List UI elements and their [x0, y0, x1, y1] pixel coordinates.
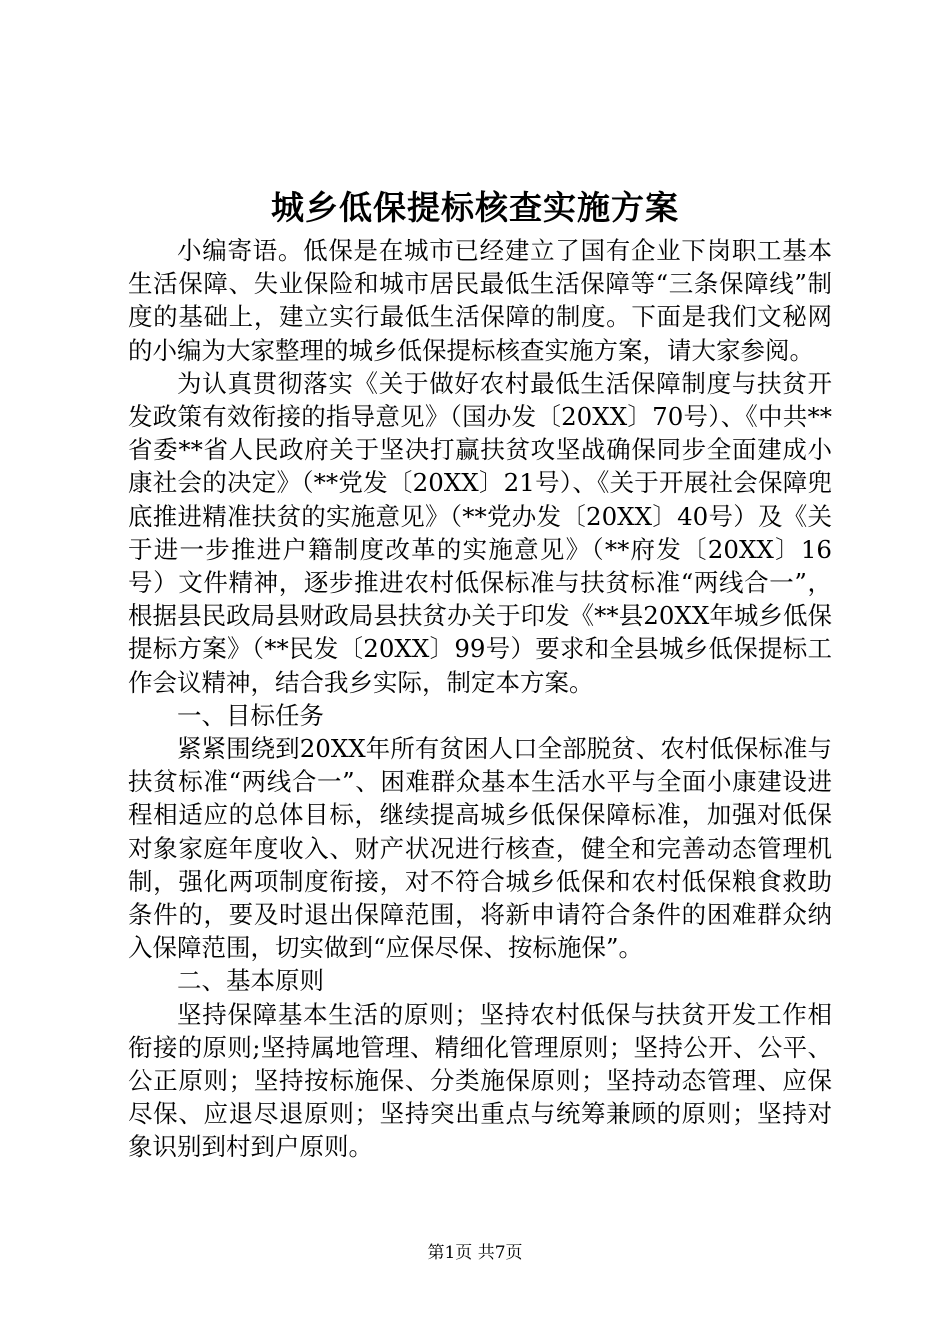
section-heading-principles: 二、基本原则 — [177, 966, 324, 996]
document-title: 城乡低保提标核查实施方案 — [271, 188, 679, 227]
section-heading-goals: 一、目标任务 — [177, 700, 324, 730]
document-body — [128, 234, 832, 1164]
paragraph-principles: 坚持保障基本生活的原则；坚持农村低保与扶贫开发工作相衔接的原则;坚持属地管理、精细化管理原则；坚持公开、公平、公正原则；坚持按标施保、分类施保原则；坚持动态管理、应保尽保、应退尽退原则；坚持突出重点与统筹兼顾的原则；坚持对象识别到村到户原则。 — [128, 999, 832, 1162]
page-footer: 第1页 共7页 — [427, 1243, 523, 1263]
paragraph-background: 为认真贯彻落实《关于做好农村最低生活保障制度与扶贫开发政策有效衔接的指导意见》（国办发〔20XX〕70号）、《中共**省委**省人民政府关于坚决打赢扶贫攻坚战确保同步全面建成小康社会的决定》（**党发〔20XX〕21号）、《关于开展社会保障兜底推进精准扶贫的实施意见》（**党办发〔20XX〕40号）及《关于进一步推进户籍制度改革的实施意见》（**府发〔20XX〕16号）文件精神，逐步推进农村低保标准与扶贫标准“两线合一”，根据县民政局县财政局县扶贫办关于印发《**县20XX年城乡低保提标方案》（**民发〔20XX〕99号）要求和全县城乡低保提标工作会议精神，结合我乡实际，制定本方案。 — [128, 368, 832, 697]
paragraph-goals: 紧紧围绕到20XX年所有贫困人口全部脱贫、农村低保标准与扶贫标准“两线合一”、困难群众基本生活水平与全面小康建设进程相适应的总体目标，继续提高城乡低保保障标准，加强对低保对象家庭年度收入、财产状况进行核查，健全和完善动态管理机制，强化两项制度衔接，对不符合城乡低保和农村低保粮食救助条件的，要及时退出保障范围，将新申请符合条件的困难群众纳入保障范围，切实做到“应保尽保、按标施保”。 — [128, 734, 832, 963]
paragraph-intro: 小编寄语。低保是在城市已经建立了国有企业下岗职工基本生活保障、失业保险和城市居民最低生活保障等“三条保障线”制度的基础上，建立实行最低生活保障的制度。下面是我们文秘网的小编为大家整理的城乡低保提标核查实施方案，请大家参阅。 — [128, 236, 832, 365]
